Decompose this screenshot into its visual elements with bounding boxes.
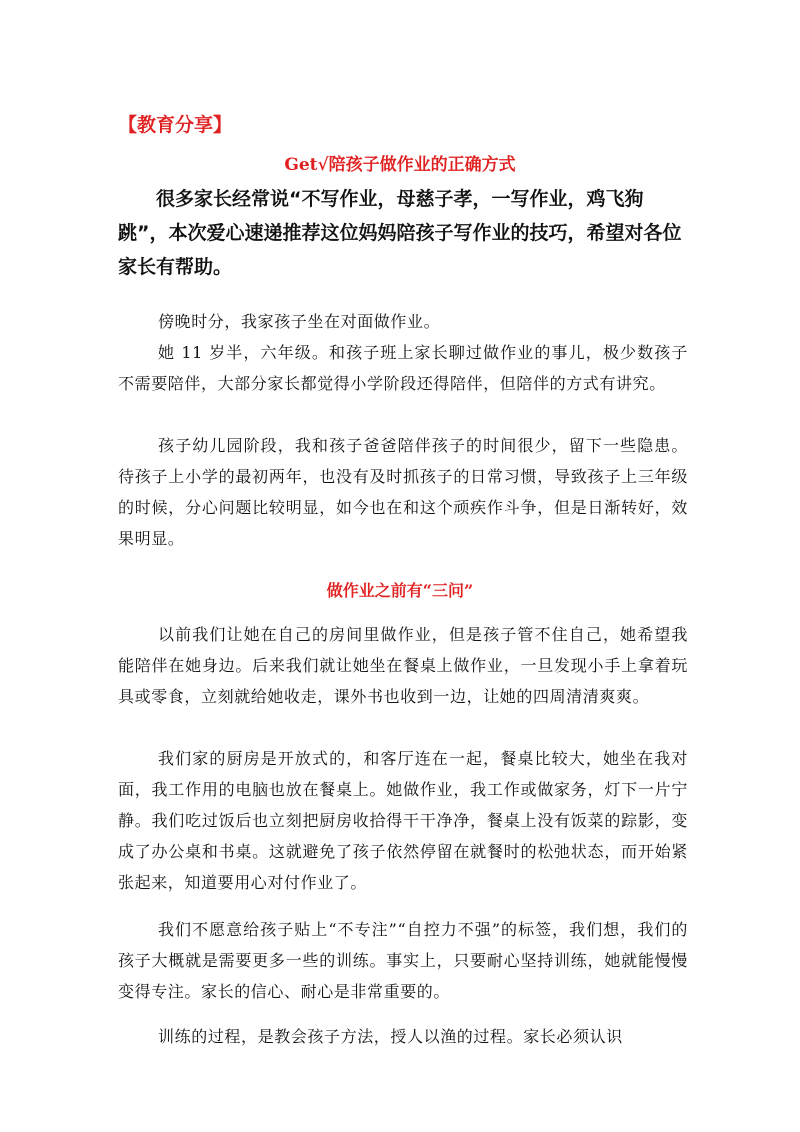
intro-paragraph: 很多家长经常说“不写作业，母慈子孝，一写作业，鸡飞狗跳”，本次爱心速递推荐这位妈妈陪孩子写作业的技巧，希望对各位家长有帮助。 bbox=[118, 188, 682, 278]
body-paragraph-6: 我们不愿意给孩子贴上“不专注”“自控力不强”的标签，我们想，我们的孩子大概就是需要更多一些的训练。事实上，只要耐心坚持训练，她就能慢慢变得专注。家长的信心、耐心是非常重要的。 bbox=[118, 920, 688, 1001]
body-paragraph-5: 我们家的厨房是开放式的，和客厅连在一起，餐桌比较大，她坐在我对面，我工作用的电脑也放在餐桌上。她做作业，我工作或做家务，灯下一片宁静。我们吃过饭后也立刻把厨房收拾得干干净净，餐桌上没有饭菜的踪影，变成了办公桌和书桌。这就避免了孩子依然停留在就餐时的松弛状态，而开始紧张起来，知道要用心对付作业了。 bbox=[118, 749, 688, 892]
body-paragraph-2: 她 11 岁半，六年级。和孩子班上家长聊过做作业的事儿，极少数孩子不需要陪伴，大部分家长都觉得小学阶段还得陪伴，但陪伴的方式有讲究。 bbox=[118, 343, 688, 393]
article-title: Get√陪孩子做作业的正确方式 bbox=[284, 155, 516, 175]
body-paragraph-3: 孩子幼儿园阶段，我和孩子爸爸陪伴孩子的时间很少，留下一些隐患。待孩子上小学的最初两年，也没有及时抓孩子的日常习惯，导致孩子上三年级的时候，分心问题比较明显，如今也在和这个顽疾作斗争，但是日渐转好，效果明显。 bbox=[118, 436, 688, 548]
body-paragraph-7: 训练的过程，是教会孩子方法，授人以渔的过程。家长必须认识 bbox=[158, 1027, 623, 1046]
body-paragraph-4: 以前我们让她在自己的房间里做作业，但是孩子管不住自己，她希望我能陪伴在她身边。后来我们就让她坐在餐桌上做作业，一旦发现小手上拿着玩具或零食，立刻就给她收走，课外书也收到一边，让她的四周清清爽爽。 bbox=[118, 625, 688, 706]
body-paragraph-1: 傍晚时分，我家孩子坐在对面做作业。 bbox=[158, 312, 441, 331]
section-heading: 做作业之前有“三问” bbox=[326, 581, 474, 600]
category-tag: 【教育分享】 bbox=[118, 114, 233, 136]
